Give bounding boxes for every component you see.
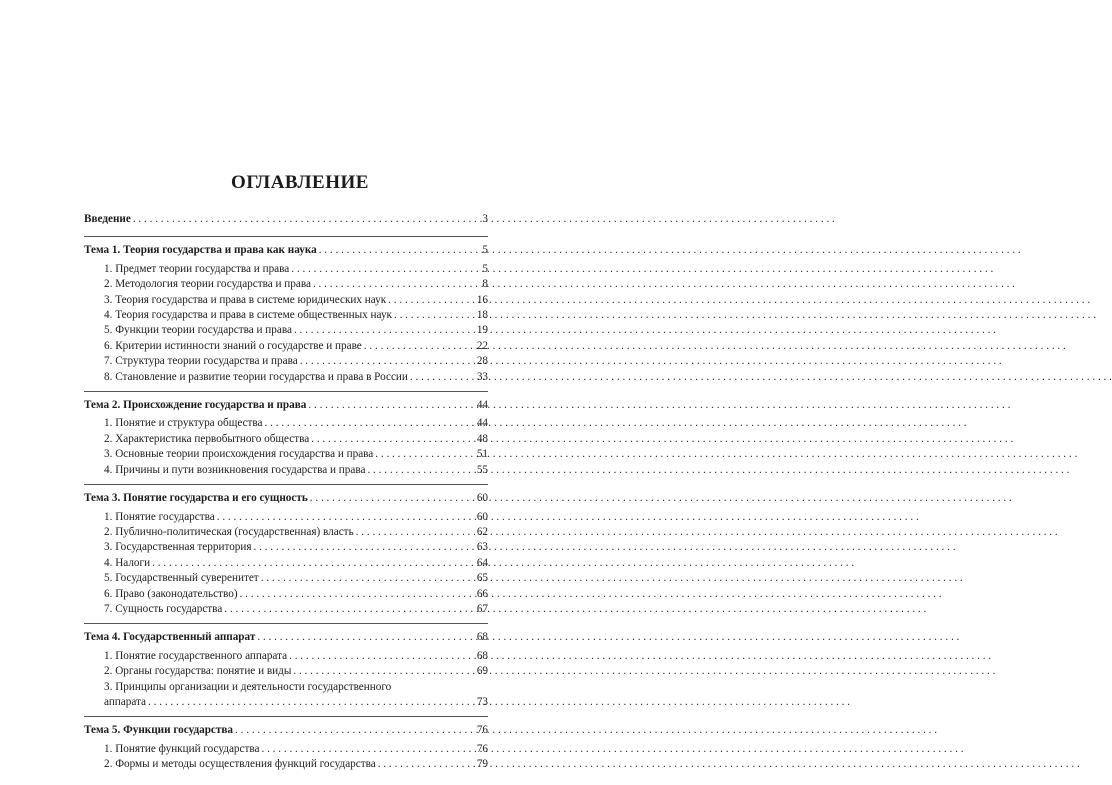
toc-chapter-heading[interactable] bbox=[84, 398, 488, 413]
toc-leader-dots bbox=[235, 723, 475, 738]
toc-page-number: 5 bbox=[482, 262, 488, 275]
toc-leader-dots bbox=[364, 339, 475, 354]
toc-entry-label: 2. Органы государства: понятие и виды bbox=[104, 665, 292, 678]
toc-entry-wrapped-line2[interactable] bbox=[84, 695, 488, 710]
toc-leader-dots bbox=[265, 416, 475, 431]
toc-leader-dots bbox=[367, 463, 474, 478]
toc-entry[interactable] bbox=[84, 556, 488, 571]
toc-section-4 bbox=[84, 630, 488, 717]
toc-leader-dots bbox=[254, 540, 475, 555]
toc-page-number: 68 bbox=[476, 649, 488, 662]
toc-entry-label: 1. Понятие и структура общества bbox=[104, 417, 263, 430]
toc-page-number: 66 bbox=[476, 587, 488, 600]
toc-leader-dots bbox=[319, 243, 481, 258]
toc-leader-dots bbox=[257, 630, 474, 645]
toc-page-number: 79 bbox=[476, 758, 488, 771]
toc-leader-dots bbox=[133, 212, 481, 227]
toc-entry[interactable] bbox=[84, 525, 488, 540]
toc-leader-dots bbox=[240, 587, 475, 602]
toc-entry[interactable] bbox=[84, 339, 488, 354]
toc-leader-dots bbox=[308, 398, 474, 413]
toc-entry[interactable] bbox=[84, 354, 488, 369]
toc-entry-label: 1. Понятие функций государства bbox=[104, 742, 260, 755]
toc-leader-dots bbox=[291, 262, 480, 277]
toc-chapter-label: Тема 5. Функции государства bbox=[84, 724, 234, 737]
toc-entry[interactable] bbox=[84, 463, 488, 478]
toc-chapter-label: Тема 3. Понятие государства и его сущность bbox=[84, 492, 308, 505]
toc-leader-dots bbox=[224, 602, 475, 617]
toc-entry-label: 7. Сущность государства bbox=[104, 602, 223, 615]
toc-entry-label: 3. Государственная территория bbox=[104, 541, 252, 554]
toc-entry-label: 2. Методология теории государства и права bbox=[104, 278, 311, 291]
toc-page-number: 63 bbox=[476, 541, 488, 554]
toc-entry[interactable] bbox=[84, 323, 488, 338]
toc-page-number: 8 bbox=[482, 278, 488, 291]
toc-page-number: 67 bbox=[476, 602, 488, 615]
toc-entry[interactable] bbox=[84, 277, 488, 292]
toc-chapter-label: Тема 1. Теория государства и права как наука bbox=[84, 244, 317, 257]
toc-leader-dots bbox=[217, 510, 475, 525]
toc-entry-label: 5. Государственный суверенитет bbox=[104, 572, 259, 585]
toc-page-number: 5 bbox=[482, 244, 488, 257]
toc-leader-dots bbox=[261, 742, 474, 757]
toc-page-number: 55 bbox=[476, 463, 488, 476]
toc-entry[interactable] bbox=[84, 540, 488, 555]
toc-leader-dots bbox=[375, 447, 475, 462]
toc-entry[interactable] bbox=[84, 432, 488, 447]
toc-chapter-heading[interactable] bbox=[84, 491, 488, 506]
toc-page-number: 68 bbox=[476, 631, 488, 644]
toc-section-1 bbox=[84, 243, 488, 392]
toc-entry-label: 6. Критерии истинности знаний о государстве и праве bbox=[104, 339, 362, 352]
toc-page-number: 16 bbox=[476, 293, 488, 306]
toc-entry-label: 2. Характеристика первобытного общества bbox=[104, 432, 310, 445]
toc-entry-label: 7. Структура теории государства и права bbox=[104, 355, 298, 368]
toc-entry-label: 1. Предмет теории государства и права bbox=[104, 262, 290, 275]
toc-page-number: 22 bbox=[476, 339, 488, 352]
toc-section-2 bbox=[84, 398, 488, 485]
toc-entry[interactable] bbox=[84, 649, 488, 664]
toc-page-number: 76 bbox=[476, 724, 488, 737]
toc-entry[interactable] bbox=[84, 664, 488, 679]
toc-entry[interactable] bbox=[84, 262, 488, 277]
toc-entry-label: Введение bbox=[84, 213, 131, 225]
toc-page-number: 64 bbox=[476, 556, 488, 569]
toc-leader-dots bbox=[388, 293, 475, 308]
toc-leader-dots bbox=[289, 649, 475, 664]
toc-leader-dots bbox=[294, 323, 475, 338]
toc-entry[interactable] bbox=[84, 602, 488, 617]
toc-entry[interactable] bbox=[84, 587, 488, 602]
toc-leader-dots bbox=[148, 695, 475, 710]
toc-page-number: 19 bbox=[476, 324, 488, 337]
toc-entry[interactable] bbox=[84, 757, 488, 772]
toc-page-number: 65 bbox=[476, 572, 488, 585]
toc-section-intro bbox=[84, 212, 488, 237]
toc-leader-dots bbox=[310, 491, 475, 506]
toc-leader-dots bbox=[410, 370, 475, 385]
toc-chapter-label: Тема 2. Происхождение государства и права bbox=[84, 399, 307, 412]
toc-entry-label: 4. Причины и пути возникновения государства и права bbox=[104, 463, 366, 476]
toc-entry-label: аппарата bbox=[104, 695, 147, 708]
toc-leader-dots bbox=[356, 525, 475, 540]
toc-section-5 bbox=[84, 723, 488, 778]
toc-page-number: 44 bbox=[476, 417, 488, 430]
toc-page-number: 33 bbox=[476, 370, 488, 383]
toc-leader-dots bbox=[261, 571, 475, 586]
toc-page-number: 69 bbox=[476, 665, 488, 678]
toc-leader-dots bbox=[311, 432, 475, 447]
toc-page-number: 62 bbox=[476, 525, 488, 538]
toc-page-number: 44 bbox=[476, 399, 488, 412]
toc-leader-dots bbox=[293, 664, 474, 679]
toc-leader-dots bbox=[394, 308, 475, 323]
toc-page-number: 18 bbox=[476, 309, 488, 322]
toc-leader-dots bbox=[313, 277, 480, 292]
toc-entry-label: 4. Налоги bbox=[104, 556, 151, 569]
toc-entry[interactable] bbox=[84, 742, 488, 757]
toc-entry[interactable] bbox=[84, 308, 488, 323]
toc-chapter-heading[interactable] bbox=[84, 243, 488, 258]
toc-section-3 bbox=[84, 491, 488, 624]
toc-chapter-heading[interactable] bbox=[84, 723, 488, 738]
toc-page-number: 3 bbox=[482, 213, 488, 225]
toc-chapter-label: Тема 4. Государственный аппарат bbox=[84, 631, 256, 644]
toc-entry[interactable] bbox=[84, 293, 488, 308]
toc-page-number: 48 bbox=[476, 432, 488, 445]
toc-entry[interactable] bbox=[84, 447, 488, 462]
toc-page-number: 60 bbox=[476, 510, 488, 523]
toc-leader-dots bbox=[152, 556, 475, 571]
toc-entry-label: 4. Теория государства и права в системе общественных наук bbox=[104, 309, 392, 322]
toc-entry[interactable] bbox=[84, 416, 488, 431]
toc-page-number: 51 bbox=[476, 448, 488, 461]
toc-leader-dots bbox=[300, 354, 475, 369]
toc-leader-dots bbox=[378, 757, 475, 772]
toc-entry-label: 5. Функции теории государства и права bbox=[104, 324, 292, 337]
page-title: ОГЛАВЛЕНИЕ bbox=[231, 172, 369, 193]
toc-page-number: 73 bbox=[476, 695, 488, 708]
toc-entry-label: 3. Основные теории происхождения государства и права bbox=[104, 448, 374, 461]
table-of-contents bbox=[84, 212, 488, 785]
toc-entry[interactable] bbox=[84, 370, 488, 385]
toc-page-number: 60 bbox=[476, 492, 488, 505]
toc-chapter-heading[interactable] bbox=[84, 630, 488, 645]
toc-entry-label: 2. Публично-политическая (государственная) власть bbox=[104, 525, 354, 538]
toc-entry-wrapped-line1[interactable]: 3. Принципы организации и деятельности государственного bbox=[104, 680, 392, 693]
toc-entry-label: 2. Формы и методы осуществления функций государства bbox=[104, 758, 376, 771]
toc-entry[interactable] bbox=[84, 571, 488, 586]
toc-entry-intro[interactable] bbox=[84, 212, 488, 227]
toc-page-number: 76 bbox=[476, 742, 488, 755]
toc-entry-label: 6. Право (законодательство) bbox=[104, 587, 238, 600]
toc-entry-label: 3. Теория государства и права в системе юридических наук bbox=[104, 293, 387, 306]
toc-entry-label: 1. Понятие государственного аппарата bbox=[104, 649, 288, 662]
toc-entry-label: 8. Становление и развитие теории государства и права в России bbox=[104, 370, 408, 383]
toc-entry[interactable] bbox=[84, 510, 488, 525]
toc-entry-label: 1. Понятие государства bbox=[104, 510, 215, 523]
toc-page-number: 28 bbox=[476, 355, 488, 368]
